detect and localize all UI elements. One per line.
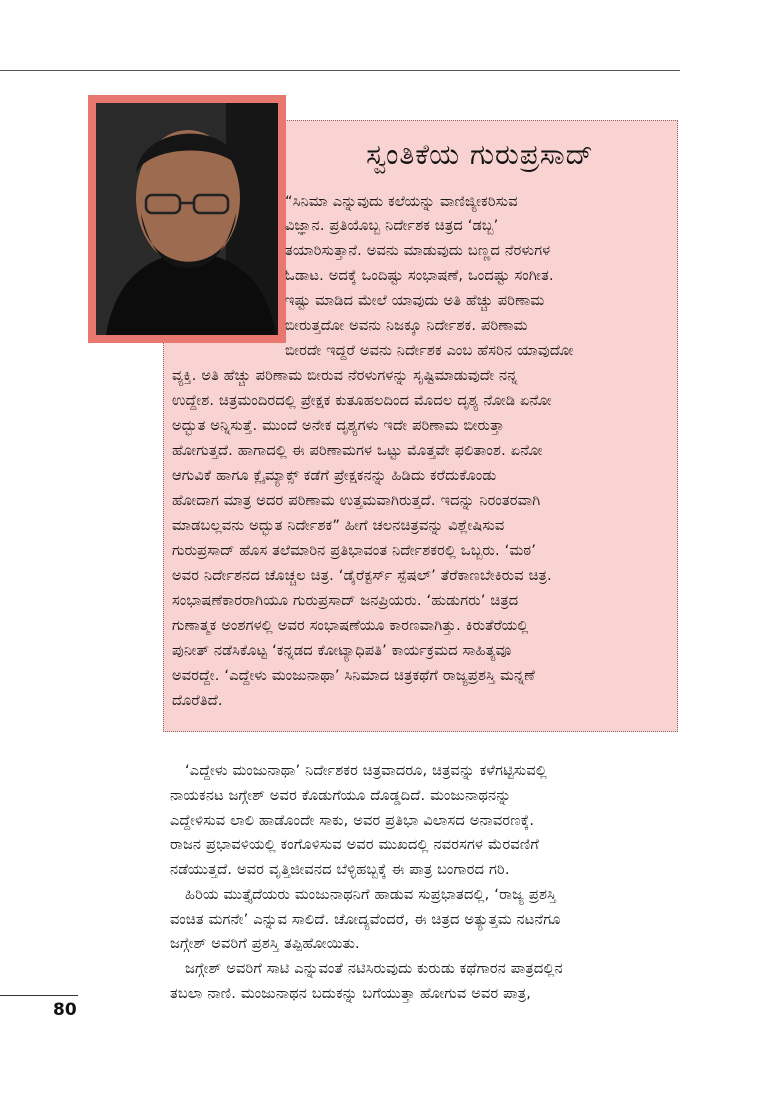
box-text-line: “ಸಿನಿಮಾ ಎನ್ನುವುದು ಕಲೆಯನ್ನು ವಾಣಿಜ್ಯೀಕರಿಸುವ <box>285 194 518 210</box>
body-text-line: ವಂಚಿತ ಮಗನೇ’ ಎನ್ನುವ ಸಾಲಿದೆ. ಚೋದ್ಯವೆಂದರೆ, ಈ ಚಿತ್ರದ ಅತ್ಯುತ್ತಮ ನಟನೆಗೂ <box>170 912 561 928</box>
top-rule <box>0 70 680 71</box>
box-text-line: ಗುರುಪ್ರಸಾದ್ ಹೊಸ ತಲೆಮಾರಿನ ಪ್ರತಿಭಾವಂತ ನಿರ್ದೇಶಕರಲ್ಲಿ ಒಬ್ಬರು. ‘ಮಠ’ <box>172 543 537 559</box>
box-text-line: ಹೋಗುತ್ತದೆ. ಹಾಗಾದಲ್ಲಿ ಈ ಪರಿಣಾಮಗಳ ಒಟ್ಟು ಮೊತ್ತವೇ ಫಲಿತಾಂಶ. ಏನೋ <box>172 443 543 459</box>
box-title: ಸ್ವಂತಿಕೆಯ ಗುರುಪ್ರಸಾದ್ <box>366 138 594 171</box>
box-text-line: ದೊರೆತಿದೆ. <box>172 693 223 709</box>
box-text-line: ಗುಣಾತ್ಮಕ ಅಂಶಗಳಲ್ಲಿ ಅವರ ಸಂಭಾಷಣೆಯೂ ಕಾರಣವಾಗಿತ್ತು. ಕಿರುತೆರೆಯಲ್ಲಿ <box>172 618 529 634</box>
box-text-line: ಬೀರದೇ ಇದ್ದರೆ ಅವನು ನಿರ್ದೇಶಕ ಎಂಬ ಹೆಸರಿನ ಯಾವುದೋ <box>285 343 574 359</box>
box-text-line: ಸಂಭಾಷಣೆಕಾರರಾಗಿಯೂ ಗುರುಪ್ರಸಾದ್ ಜನಪ್ರಿಯರು. ‘ಹುಡುಗರು’ ಚಿತ್ರದ <box>172 593 519 609</box>
portrait-photo <box>96 103 278 335</box>
page-number: 80 <box>53 1000 77 1020</box>
body-text-line: ರಾಜನ ಪ್ರಭಾವಳಿಯಲ್ಲಿ ಕಂಗೊಳಿಸುವ ಅವರ ಮುಖದಲ್ಲಿ ನವರಸಗಳ ಮೆರವಣಿಗೆ <box>170 837 539 853</box>
box-text-line: ವಿಜ್ಞಾನ. ಪ್ರತಿಯೊಬ್ಬ ನಿರ್ದೇಶಕ ಚಿತ್ರದ ‘ಡಬ್ಬ’ <box>285 218 499 234</box>
box-text-line: ತಯಾರಿಸುತ್ತಾನೆ. ಅವನು ಮಾಡುವುದು ಬಣ್ಣದ ನೆರಳುಗಳ <box>285 243 551 259</box>
box-text-line: ಇಷ್ಟು ಮಾಡಿದ ಮೇಲೆ ಯಾವುದು ಅತಿ ಹೆಚ್ಚು ಪರಿಣಾಮ <box>285 293 545 309</box>
body-text-line: ಜಗ್ಗೇಶ್ ಅವರಿಗೆ ಸಾಟಿ ಎನ್ನುವಂತೆ ನಟಿಸಿರುವುದು ಕುರುಡು ಕಥೆಗಾರನ ಪಾತ್ರದಲ್ಲಿನ <box>185 961 563 977</box>
body-text-line: ‘ಎದ್ದೇಳು ಮಂಜುನಾಥಾ’ ನಿರ್ದೇಶಕರ ಚಿತ್ರವಾದರೂ, ಚಿತ್ರವನ್ನು ಕಳೆಗಟ್ಟಿಸುವಲ್ಲಿ <box>185 763 548 779</box>
portrait-frame <box>88 95 286 343</box>
box-text-line: ಅದ್ಭುತ ಅನ್ನಿಸುತ್ತೆ. ಮುಂದೆ ಅನೇಕ ದೃಶ್ಯಗಳು ಇದೇ ಪರಿಣಾಮ ಬೀರುತ್ತಾ <box>172 418 505 434</box>
body-text-line: ತಬಲಾ ನಾಣಿ. ಮಂಜುನಾಥನ ಬದುಕನ್ನು ಬಗೆಯುತ್ತಾ ಹೋಗುವ ಅವರ ಪಾತ್ರ, <box>170 986 532 1002</box>
box-text-line: ಬೀರುತ್ತದೋ ಅವನು ನಿಜಕ್ಕೂ ನಿರ್ದೇಶಕ. ಪರಿಣಾಮ <box>285 318 528 334</box>
page-number-rule <box>0 995 78 996</box>
body-text-line: ನಡೆಯುತ್ತದೆ. ಅವರ ವೃತ್ತಿಜೀವನದ ಬೆಳ್ಳಿಹಬ್ಬಕ್ಕೆ ಈ ಪಾತ್ರ ಬಂಗಾರದ ಗರಿ. <box>170 862 510 878</box>
body-text-line: ಹಿರಿಯ ಮುತ್ತೈದೆಯರು ಮಂಜುನಾಥನಿಗೆ ಹಾಡುವ ಸುಪ್ರಭಾತದಲ್ಲಿ, ‘ರಾಜ್ಯ ಪ್ರಶಸ್ತಿ <box>185 887 557 903</box>
box-text-line: ಓಡಾಟ. ಅದಕ್ಕೆ ಒಂದಿಷ್ಟು ಸಂಭಾಷಣೆ, ಒಂದಷ್ಟು ಸಂಗೀತ. <box>285 268 554 284</box>
box-text-line: ಅವರದ್ದೇ. ‘ಎದ್ದೇಳು ಮಂಜುನಾಥಾ’ ಸಿನಿಮಾದ ಚಿತ್ರಕಥೆಗೆ ರಾಜ್ಯಪ್ರಶಸ್ತಿ ಮನ್ನಣೆ <box>172 668 536 684</box>
body-text-line: ಜಗ್ಗೇಶ್ ಅವರಿಗೆ ಪ್ರಶಸ್ತಿ ತಪ್ಪಿಹೋಯಿತು. <box>170 936 360 952</box>
box-text-line: ವ್ಯಕ್ತಿ. ಅತಿ ಹೆಚ್ಚು ಪರಿಣಾಮ ಬೀರುವ ನೆರಳುಗಳನ್ನು ಸೃಷ್ಟಿಮಾಡುವುದೇ ನನ್ನ <box>172 368 518 384</box>
box-text-line: ಅವರ ನಿರ್ದೇಶನದ ಚೊಚ್ಚಲ ಚಿತ್ರ. ‘ಡೈರೆಕ್ಟರ್ಸ್ ಸ್ಪೆಷಲ್’ ತೆರೆಕಾಣಬೇಕಿರುವ ಚಿತ್ರ. <box>172 568 552 584</box>
body-text-line: ಎದ್ದೇಳಿಸುವ ಲಾಲಿ ಹಾಡೊಂದೇ ಸಾಕು, ಅವರ ಪ್ರತಿಭಾ ವಿಲಾಸದ ಅನಾವರಣಕ್ಕೆ. <box>170 813 535 829</box>
box-text-line: ಪುನೀತ್ ನಡೆಸಿಕೊಟ್ಟ ‘ಕನ್ನಡದ ಕೋಟ್ಯಾಧಿಪತಿ’ ಕಾರ್ಯಕ್ರಮದ ಸಾಹಿತ್ಯವೂ <box>172 643 512 659</box>
box-text-line: ಮಾಡಬಲ್ಲವನು ಅದ್ಭುತ ನಿರ್ದೇಶಕ” ಹೀಗೆ ಚಲನಚಿತ್ರವನ್ನು ವಿಶ್ಲೇಷಿಸುವ <box>172 518 505 534</box>
box-text-line: ಉದ್ದೇಶ. ಚಿತ್ರಮಂದಿರದಲ್ಲಿ ಪ್ರೇಕ್ಷಕ ಕುತೂಹಲದಿಂದ ಮೊದಲ ದೃಶ್ಯ ನೋಡಿ ಏನೋ <box>172 393 552 409</box>
box-text-line: ಆಗುವಿಕೆ ಹಾಗೂ ಕ್ಲೈಮ್ಯಾಕ್ಸ್ ಕಡೆಗೆ ಪ್ರೇಕ್ಷಕನನ್ನು ಹಿಡಿದು ಕರೆದುಕೊಂಡು <box>172 468 497 484</box>
body-text-line: ನಾಯಕನಟ ಜಗ್ಗೇಶ್ ಅವರ ಕೊಡುಗೆಯೂ ದೊಡ್ಡದಿದೆ. ಮಂಜುನಾಥನನ್ನು <box>170 788 512 804</box>
box-text-line: ಹೋದಾಗ ಮಾತ್ರ ಅದರ ಪರಿಣಾಮ ಉತ್ತಮವಾಗಿರುತ್ತದೆ. ಇದನ್ನು ನಿರಂತರವಾಗಿ <box>172 493 541 509</box>
